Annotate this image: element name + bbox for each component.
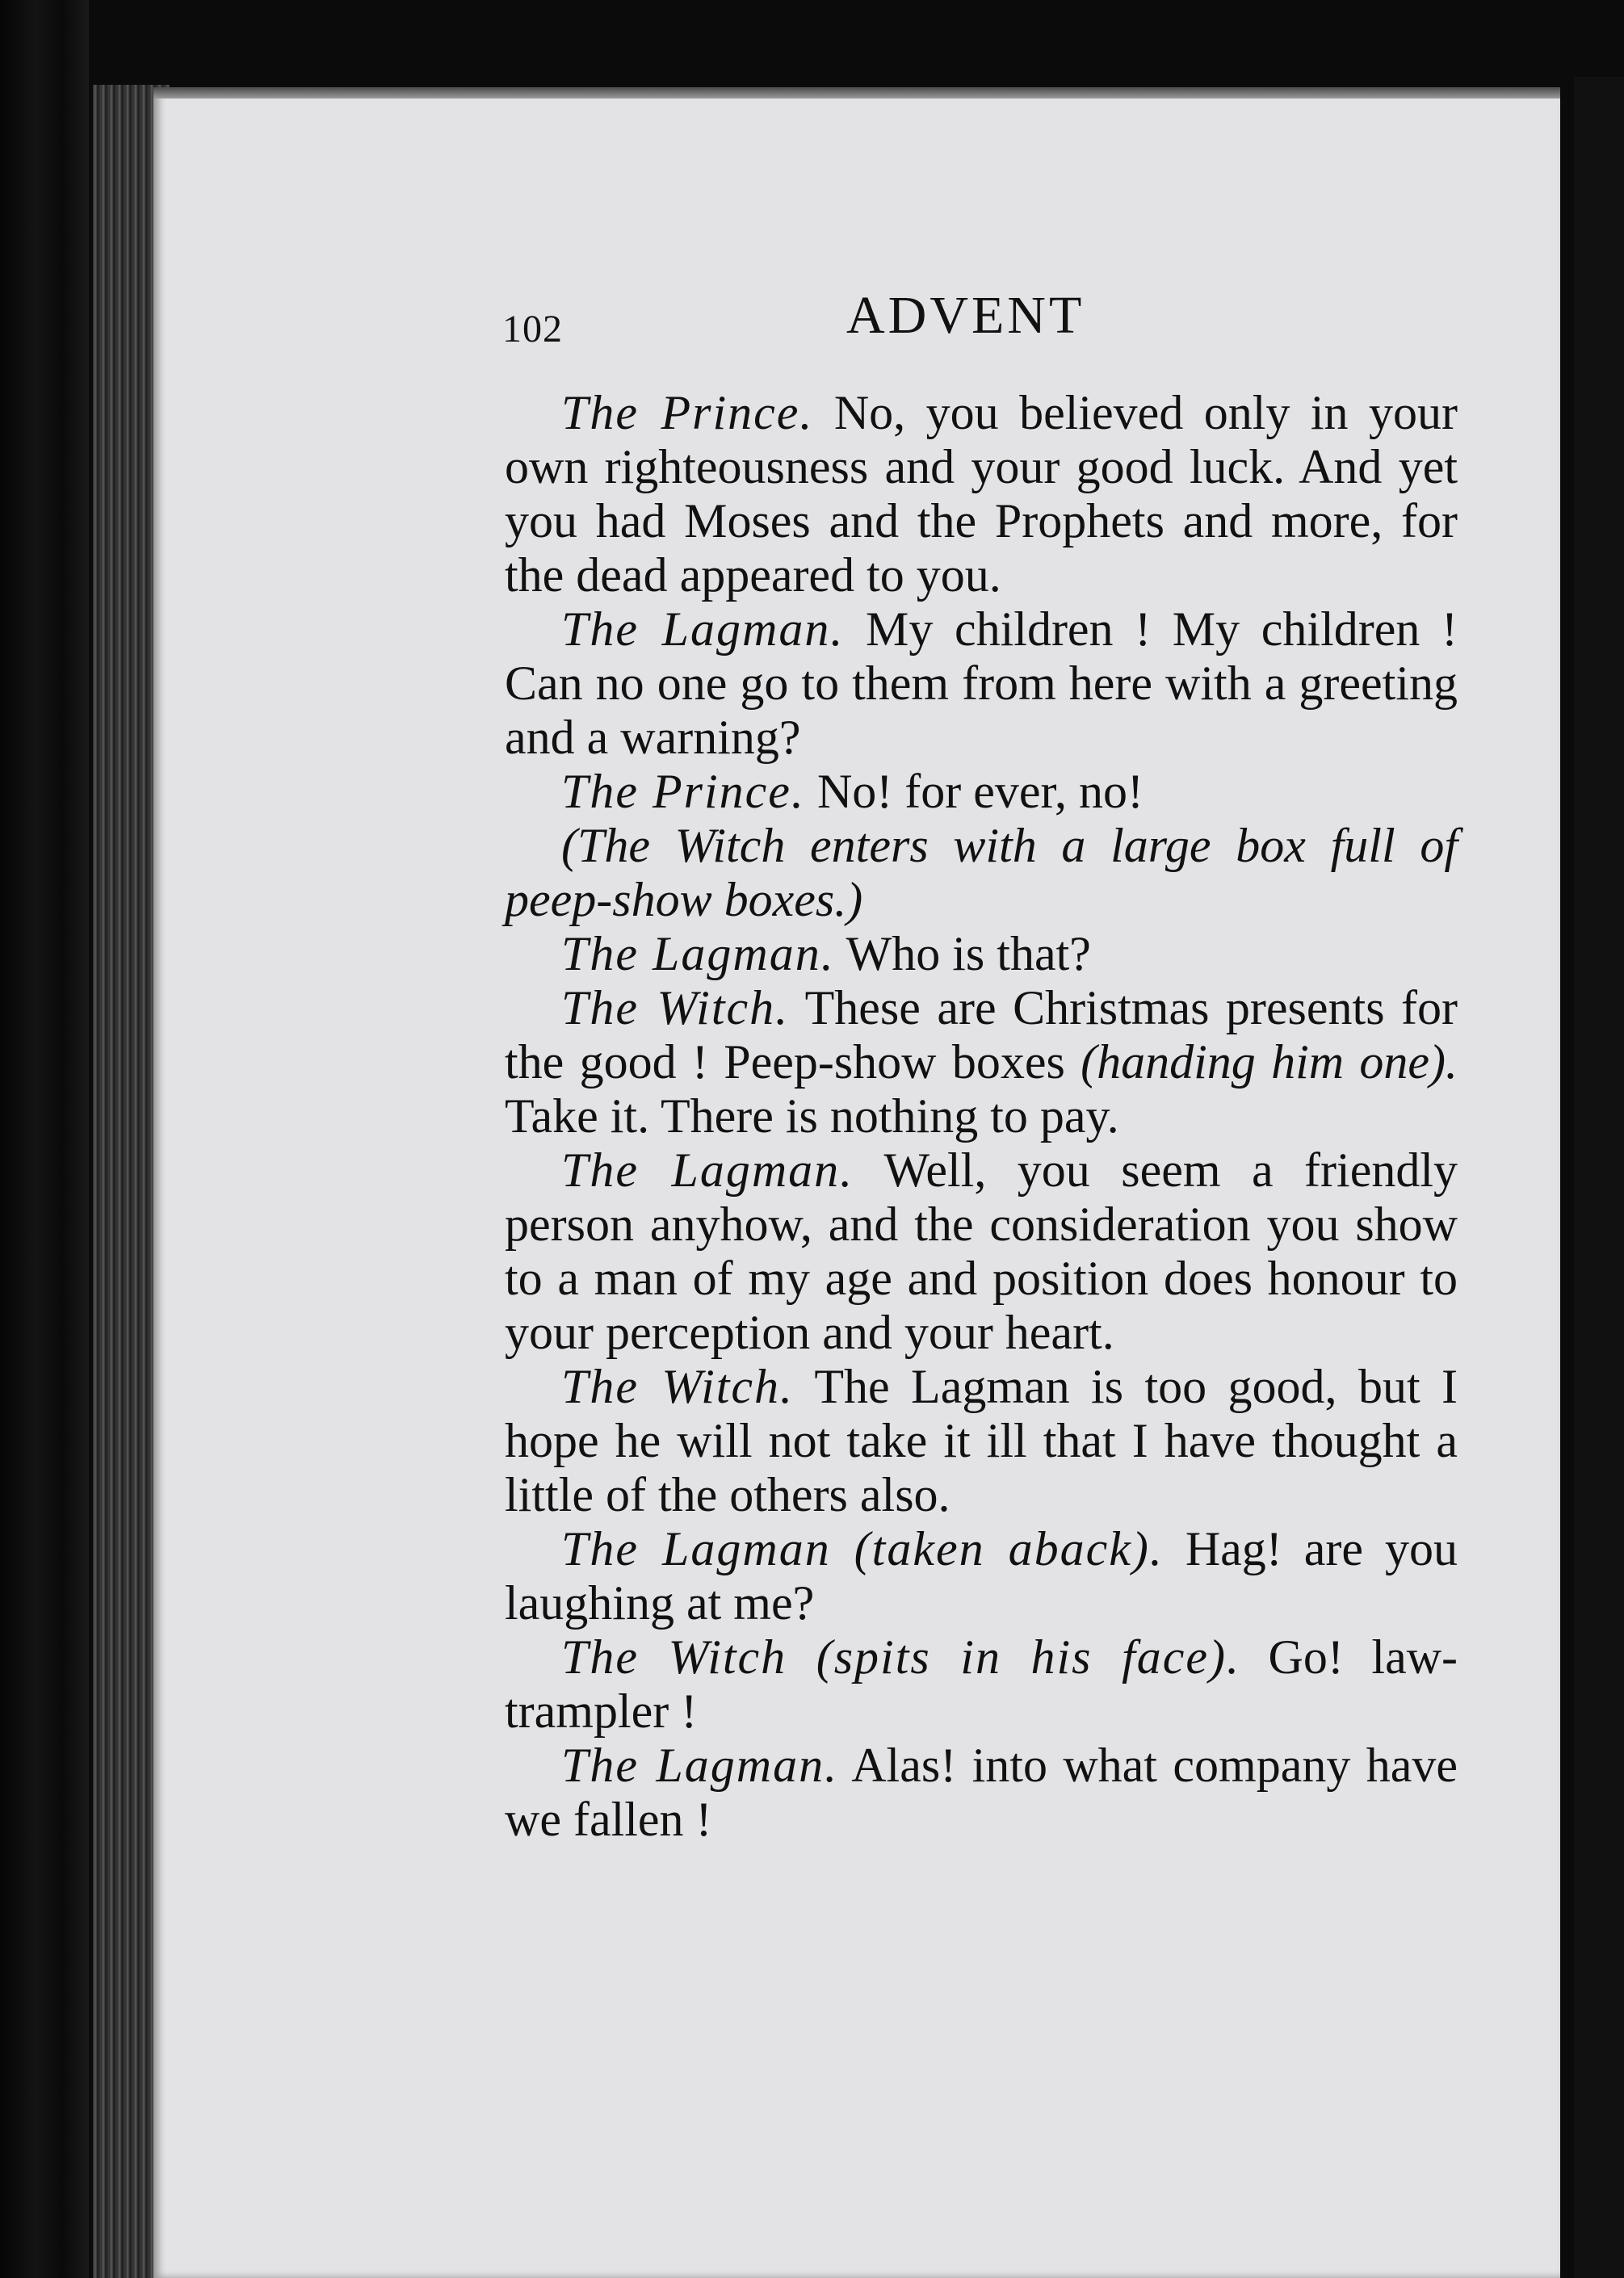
paragraph: [505, 819, 1458, 927]
speech: Alas! into what company have we fallen !: [505, 1739, 1458, 1846]
page-top-edge: [153, 87, 1560, 99]
speaker: The Lagman.: [561, 927, 835, 980]
paragraph: [505, 1360, 1458, 1522]
paragraph: [505, 1143, 1458, 1360]
speech: Take it. There is nothing to pay.: [505, 1089, 1119, 1143]
speech: Who is that?: [834, 927, 1091, 980]
paragraph: [505, 1630, 1458, 1739]
speaker: The Witch (spits in his face).: [561, 1630, 1240, 1684]
paragraph: [505, 1739, 1458, 1847]
book-spine: [0, 0, 89, 2278]
paragraph: [505, 927, 1458, 981]
speaker: The Prince.: [561, 765, 805, 818]
page-number: 102: [502, 308, 563, 350]
stage-direction: (handing him one).: [1081, 1035, 1458, 1089]
running-title: ADVENT: [846, 286, 1085, 345]
speech: My children ! My children ! Can no one go to them from here with a greeting and a warning?: [505, 602, 1458, 764]
paragraph: [505, 765, 1458, 819]
speaker: The Witch.: [561, 1360, 795, 1413]
speech: Well, you seem a friendly person anyhow, and the consideration you show to a man of my age and position does honour to your perception and your heart.: [505, 1143, 1458, 1359]
speaker: The Witch.: [561, 981, 790, 1034]
paragraph: [505, 602, 1458, 765]
body-text: [505, 386, 1458, 1847]
speaker: The Lagman.: [561, 1739, 839, 1792]
speech: Hag! are you laughing at me?: [505, 1522, 1458, 1630]
stage-direction: (The Witch enters with a large box full of peep-show boxes.): [505, 819, 1458, 926]
speaker: The Prince.: [561, 386, 814, 439]
running-head: [153, 281, 1560, 354]
book-page: [153, 87, 1560, 2278]
speech: No, you believed only in your own righteousness and your good luck. And yet you had Moses and the Prophets and more, for the dead appeared to you.: [505, 386, 1458, 602]
speech: Go! law-trampler !: [505, 1630, 1458, 1738]
speaker: The Lagman (taken aback).: [561, 1522, 1164, 1575]
speech: These are Christmas presents for the good ! Peep-show boxes: [505, 981, 1458, 1089]
right-frame: [1574, 77, 1624, 2278]
paragraph: [505, 981, 1458, 1143]
speaker: The Lagman.: [561, 602, 845, 656]
speech: No! for ever, no!: [804, 765, 1144, 818]
paragraph: [505, 1522, 1458, 1630]
speech: The Lagman is too good, but I hope he will not take it ill that I have thought a little of the others also.: [505, 1360, 1458, 1521]
paragraph: [505, 386, 1458, 602]
speaker: The Lagman.: [561, 1143, 854, 1197]
